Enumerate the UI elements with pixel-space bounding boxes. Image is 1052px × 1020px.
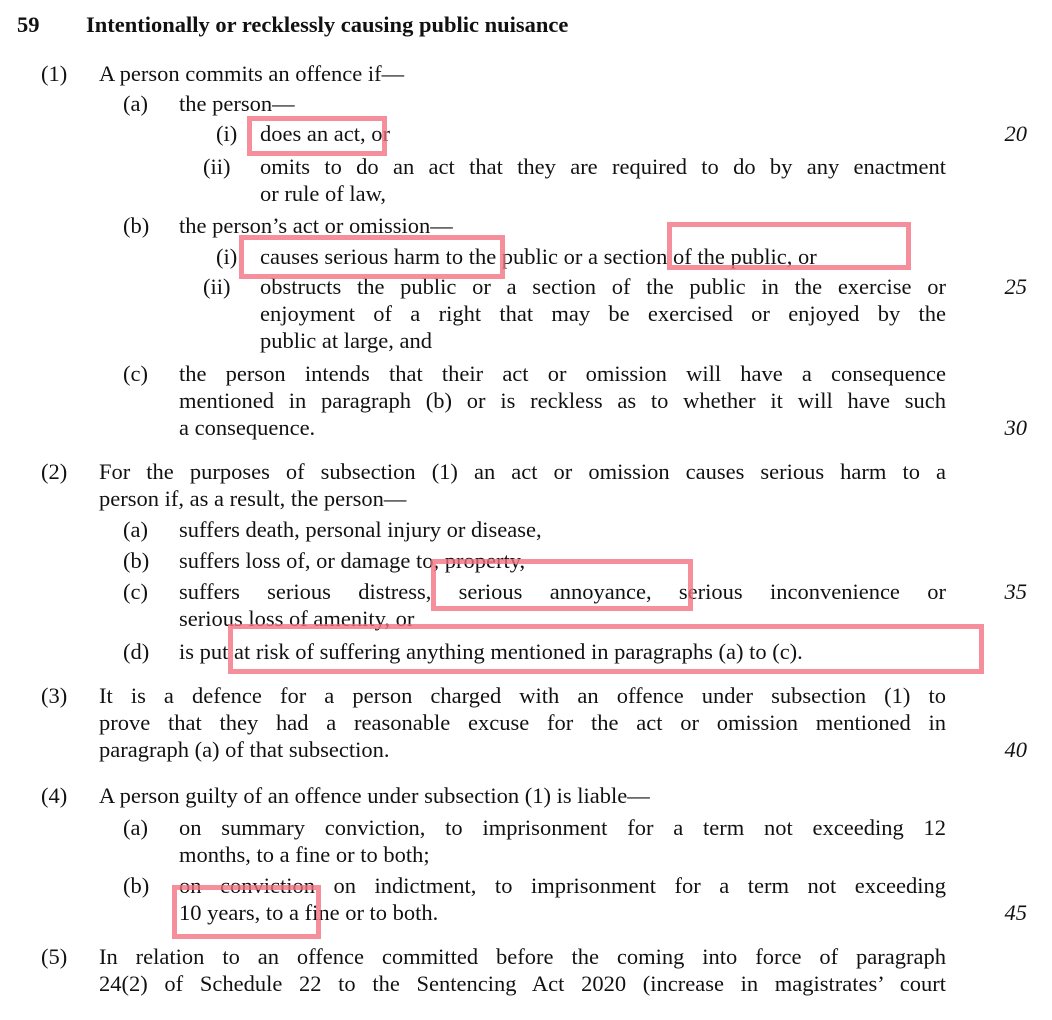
line-number: 20 (1004, 121, 1027, 146)
subsection-3-line-1: It is a defence for a person charged with an offence under subsection (1) to (99, 683, 946, 708)
subparagraph-1b-ii-label: (ii) (203, 274, 231, 299)
subsection-3-label: (3) (41, 683, 68, 708)
paragraph-4b-line-2: 10 years, to a fine or to both. (179, 900, 439, 925)
paragraph-1b-label: (b) (123, 213, 150, 238)
paragraph-1b-text: the person’s act or omission— (179, 213, 453, 238)
subparagraph-1a-i-text: does an act, or (260, 121, 390, 146)
subparagraph-1a-i-label: (i) (216, 121, 238, 146)
paragraph-2d-label: (d) (123, 639, 150, 664)
line-number: 35 (1004, 579, 1027, 604)
paragraph-2c-line-2: serious loss of amenity, or (179, 606, 415, 631)
paragraph-2a-label: (a) (123, 517, 148, 542)
line-number: 45 (1004, 900, 1027, 925)
paragraph-1a-text: the person— (179, 91, 295, 116)
paragraph-1c-line-3: a consequence. (179, 415, 316, 440)
paragraph-2b-label: (b) (123, 548, 150, 573)
paragraph-4a-line-1: on summary conviction, to imprisonment for a term not exceeding 12 (179, 815, 946, 840)
subsection-1-intro: A person commits an offence if— (99, 61, 405, 86)
subsection-3-line-2: prove that they had a reasonable excuse for the act or omission mentioned in (99, 710, 946, 735)
paragraph-2b-text: suffers loss of, or damage to, property, (179, 548, 526, 573)
subsection-5-line-1: In relation to an offence committed before the coming into force of paragraph (99, 944, 946, 969)
paragraph-4b-label: (b) (123, 873, 150, 898)
subparagraph-1a-ii-line-1: omits to do an act that they are required to do by any enactment (260, 154, 946, 179)
subsection-2-line-2: person if, as a result, the person— (99, 486, 407, 511)
subparagraph-1b-i-text: causes serious harm to the public or a section of the public, or (260, 244, 817, 269)
line-number: 30 (1004, 415, 1027, 440)
subsection-2-label: (2) (41, 459, 68, 484)
subparagraph-1b-ii-line-2: enjoyment of a right that may be exercised or enjoyed by the (260, 301, 946, 326)
subsection-1-label: (1) (41, 61, 68, 86)
paragraph-1c-line-1: the person intends that their act or omission will have a consequence (179, 361, 946, 386)
paragraph-2a-text: suffers death, personal injury or disease, (179, 517, 542, 542)
subparagraph-1a-ii-line-2: or rule of law, (260, 181, 386, 206)
paragraph-1c-line-2: mentioned in paragraph (b) or is reckless as to whether it will have such (179, 388, 946, 413)
section-title: Intentionally or recklessly causing public nuisance (86, 12, 569, 37)
subparagraph-1b-i-label: (i) (216, 244, 238, 269)
line-number: 25 (1004, 274, 1027, 299)
subsection-5-line-2: 24(2) of Schedule 22 to the Sentencing Act 2020 (increase in magistrates’ court (99, 971, 946, 996)
subsection-5-label: (5) (41, 944, 68, 969)
paragraph-4a-label: (a) (123, 815, 148, 840)
subsection-2-line-1: For the purposes of subsection (1) an act or omission causes serious harm to a (99, 459, 946, 484)
line-number: 40 (1004, 737, 1027, 762)
paragraph-1a-label: (a) (123, 91, 148, 116)
paragraph-4b-line-1: on conviction on indictment, to imprisonment for a term not exceeding (179, 873, 946, 898)
paragraph-2c-line-1: suffers serious distress, serious annoyance, serious inconvenience or (179, 579, 946, 604)
section-number: 59 (17, 12, 40, 37)
paragraph-4a-line-2: months, to a fine or to both; (179, 842, 430, 867)
paragraph-2d-text: is put at risk of suffering anything mentioned in paragraphs (a) to (c). (179, 639, 803, 664)
subsection-4-label: (4) (41, 783, 68, 808)
subparagraph-1b-ii-line-1: obstructs the public or a section of the public in the exercise or (260, 274, 946, 299)
subsection-4-intro: A person guilty of an offence under subsection (1) is liable— (99, 783, 650, 808)
paragraph-2c-label: (c) (123, 579, 148, 604)
paragraph-1c-label: (c) (123, 361, 148, 386)
subparagraph-1a-ii-label: (ii) (203, 154, 231, 179)
subparagraph-1b-ii-line-3: public at large, and (260, 328, 433, 353)
subsection-3-line-3: paragraph (a) of that subsection. (99, 737, 390, 762)
